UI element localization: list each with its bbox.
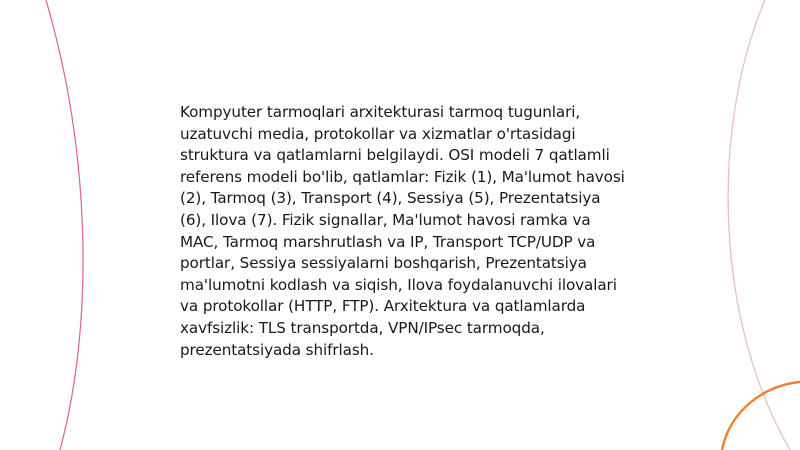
body-text: Kompyuter tarmoqlari arxitekturasi tarmoq tugunlari, uzatuvchi media, protokollar va xizmatlar o'rtasidagi struktura va qatlamlarni belgilaydi. OSI modeli 7 qatlamli referens modeli bo'lib, qatlamlar: Fizik (1), Ma'lumot havosi (2), Tarmoq (3), Transport (4), Sessiya (5), Prezentatsiya (6), Ilova (7). Fizik signallar, Ma'lumot havosi ramka va MAC, Tarmoq marshrutlash va IP, Transport TCP/UDP va portlar, Sessiya sessiyalarni boshqarish, Prezentatsiya ma'lumotni kodlash va siqish, Ilova foydalanuvchi ilovalari va protokollar (HTTP, FTP). Arxitektura va qatlamlarda xavfsizlik: TLS transportda, VPN/IPsec tarmoqda, prezentatsiyada shifrlash. (180, 103, 625, 359)
orange-decorative-arc (722, 382, 800, 450)
left-decorative-arc (46, 0, 83, 450)
right-decorative-arc (728, 0, 790, 450)
